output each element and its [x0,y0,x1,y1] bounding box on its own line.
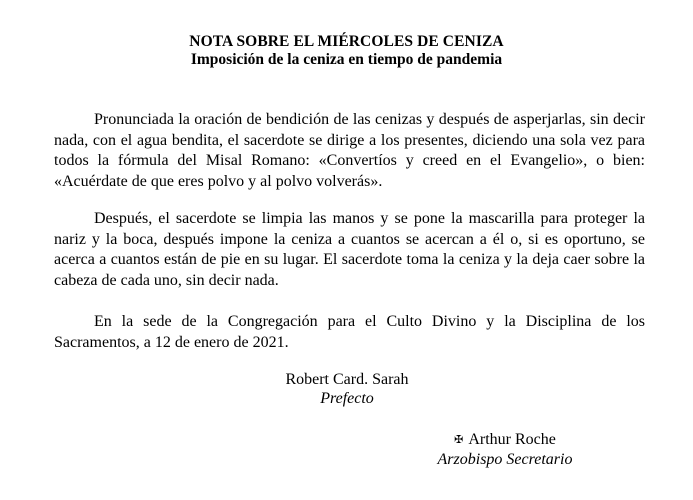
signature-prefect-name: Robert Card. Sarah [285,371,409,388]
signature-secretary-role: Arzobispo Secretario [437,451,573,468]
paragraph-place-date: En la sede de la Congregación para el Culto Divino y la Disciplina de los Sacramentos, a 12 de enero de 2021. [54,313,645,351]
signature-secretary [405,430,605,450]
paragraph-blessing: Pronunciada la oración de bendición de las cenizas y después de asperjarlas, sin decir nada, con el agua bendita, el sacerdote se dirige a los presentes, diciendo una sola vez para todos la fórmula del Misal Romano: «Convertíos y creed en el Evangelio», o bien: «Acuérdate de que eres polvo y al polvo volverás». [54,111,645,190]
cross-icon: ✠ [454,433,464,446]
document-subtitle: Imposición de la ceniza en tiempo de pandemia [190,51,503,68]
paragraph-imposition: Después, el sacerdote se limpia las manos y se pone la mascarilla para proteger la nariz y la boca, después impone la ceniza a cuantos se acercan a él o, si es oportuno, se acerca a cuantos están de pie en su lugar. El sacerdote toma la ceniza y la deja caer sobre la cabeza de cada uno, sin decir nada. [54,210,645,289]
document-title: NOTA SOBRE EL MIÉRCOLES DE CENIZA [189,33,504,50]
signature-secretary-name: Arthur Roche [468,431,556,448]
signature-prefect-role: Prefecto [320,390,374,407]
